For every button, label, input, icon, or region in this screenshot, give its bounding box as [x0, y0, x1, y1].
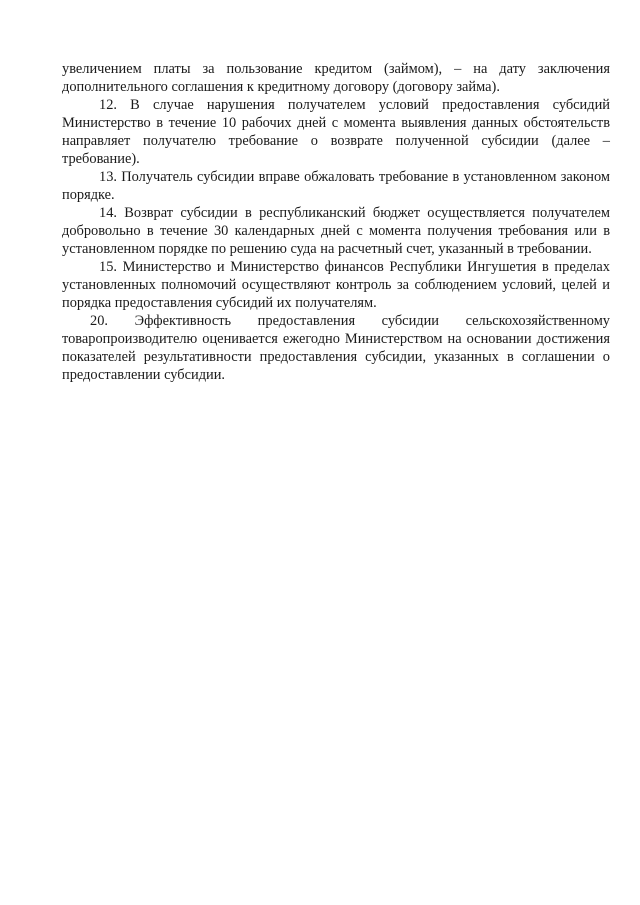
- document-body: [62, 60, 610, 384]
- paragraph-13: 13. Получатель субсидии вправе обжаловать требование в установленном законом порядке.: [62, 169, 610, 203]
- paragraph-15: 15. Министерство и Министерство финансов Республики Ингушетия в пределах установленных полномочий осуществляют контроль за соблюдением условий, целей и порядка предоставления субсидий их получателям.: [62, 259, 610, 311]
- paragraph-20: 20. Эффективность предоставления субсидии сельскохозяйственному товаропроизводителю оценивается ежегодно Министерством на основании достижения показателей результативности предоставления субсидии, указанных в соглашении о предоставлении субсидии.: [62, 313, 610, 383]
- paragraph-12: 12. В случае нарушения получателем условий предоставления субсидий Министерство в течение 10 рабочих дней с момента выявления данных обстоятельств направляет получателю требование о возврате полученной субсидии (далее – требование).: [62, 97, 610, 167]
- paragraph-14: 14. Возврат субсидии в республиканский бюджет осуществляется получателем добровольно в течение 30 календарных дней с момента получения требования или в установленном порядке по решению суда на расчетный счет, указанный в требовании.: [62, 205, 610, 257]
- paragraph-continuation: увеличением платы за пользование кредитом (займом), – на дату заключения дополнительного соглашения к кредитному договору (договору займа).: [62, 61, 610, 95]
